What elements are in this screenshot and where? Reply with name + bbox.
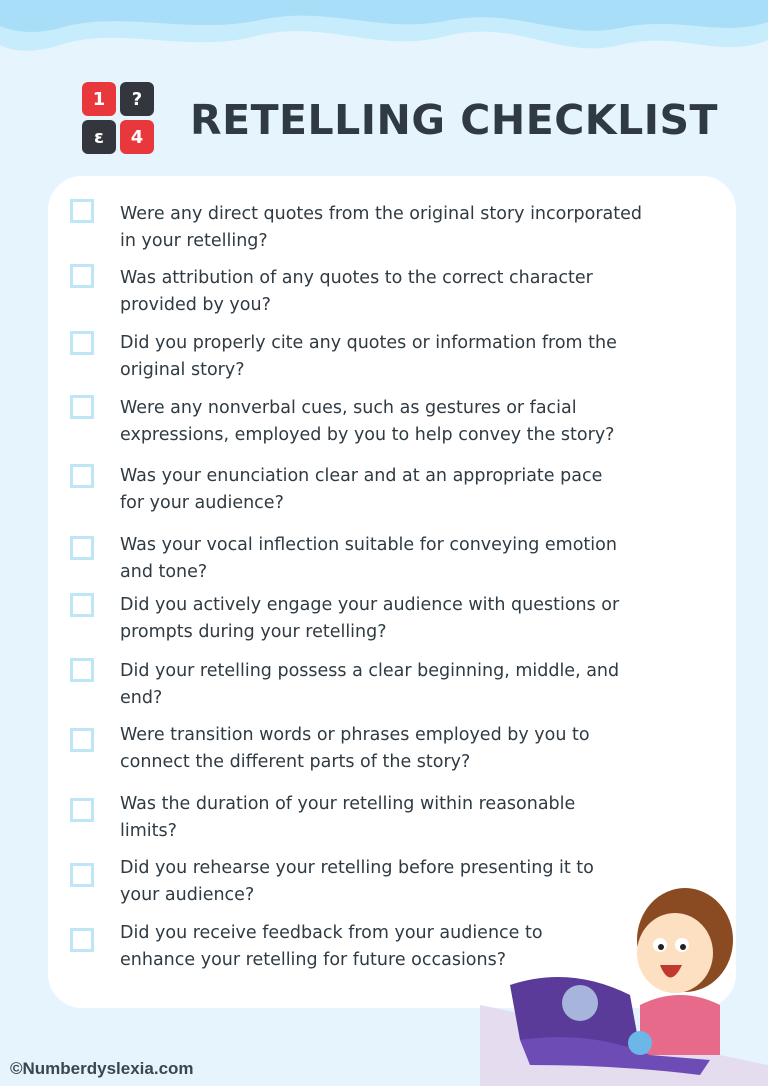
checkbox[interactable] <box>70 593 94 617</box>
item-line: enhance your retelling for future occasions? <box>120 950 507 970</box>
item-line: and tone? <box>120 562 208 582</box>
item-line: in your retelling? <box>120 231 268 251</box>
logo <box>82 82 156 156</box>
checkbox[interactable] <box>70 536 94 560</box>
checkbox[interactable] <box>70 395 94 419</box>
item-line: original story? <box>120 360 245 380</box>
item-line: Were any direct quotes from the original story incorporated <box>120 204 643 224</box>
item-line: Was the duration of your retelling within reasonable <box>120 794 576 814</box>
checkbox[interactable] <box>70 331 94 355</box>
logo-tile: ? <box>120 82 154 116</box>
checklist-item-text <box>120 658 710 712</box>
checklist-item-text <box>120 592 710 646</box>
item-line: prompts during your retelling? <box>120 622 387 642</box>
logo-tile: 1 <box>82 82 116 116</box>
item-line: Did you actively engage your audience with questions or <box>120 595 620 615</box>
item-line: for your audience? <box>120 493 284 513</box>
checklist-item-text <box>120 532 710 586</box>
item-line: Was your enunciation clear and at an appropriate pace <box>120 466 603 486</box>
checkbox[interactable] <box>70 863 94 887</box>
item-line: Did you receive feedback from your audience to <box>120 923 543 943</box>
item-line: connect the different parts of the story? <box>120 752 471 772</box>
item-line: Did you properly cite any quotes or information from the <box>120 333 617 353</box>
logo-tile: 4 <box>120 120 154 154</box>
checkbox[interactable] <box>70 264 94 288</box>
item-line: Were any nonverbal cues, such as gestures or facial <box>120 398 577 418</box>
page-title: RETELLING CHECKLIST <box>190 96 718 144</box>
child-reading-book-illustration <box>470 865 768 1086</box>
checklist-item-text <box>120 791 710 845</box>
checklist-item-text <box>120 201 710 255</box>
checkbox[interactable] <box>70 199 94 223</box>
item-line: end? <box>120 688 163 708</box>
checkbox[interactable] <box>70 728 94 752</box>
item-line: Was your vocal inflection suitable for conveying emotion <box>120 535 617 555</box>
checklist-item-text <box>120 395 710 449</box>
item-line: your audience? <box>120 885 255 905</box>
wave-decoration <box>0 0 768 80</box>
item-line: Were transition words or phrases employed by you to <box>120 725 590 745</box>
item-line: Did you rehearse your retelling before presenting it to <box>120 858 594 878</box>
item-line: Was attribution of any quotes to the correct character <box>120 268 593 288</box>
checkbox[interactable] <box>70 928 94 952</box>
checklist-item-text <box>120 722 710 776</box>
logo-tile: ε <box>82 120 116 154</box>
checkbox[interactable] <box>70 798 94 822</box>
item-line: provided by you? <box>120 295 271 315</box>
checklist-item-text <box>120 265 710 319</box>
checklist-item-text <box>120 330 710 384</box>
item-line: expressions, employed by you to help convey the story? <box>120 425 615 445</box>
item-line: limits? <box>120 821 177 841</box>
copyright-footer: ©Numberdyslexia.com <box>10 1059 194 1078</box>
checklist-item-text <box>120 463 710 517</box>
item-line: Did your retelling possess a clear beginning, middle, and <box>120 661 620 681</box>
checkbox[interactable] <box>70 658 94 682</box>
checkbox[interactable] <box>70 464 94 488</box>
